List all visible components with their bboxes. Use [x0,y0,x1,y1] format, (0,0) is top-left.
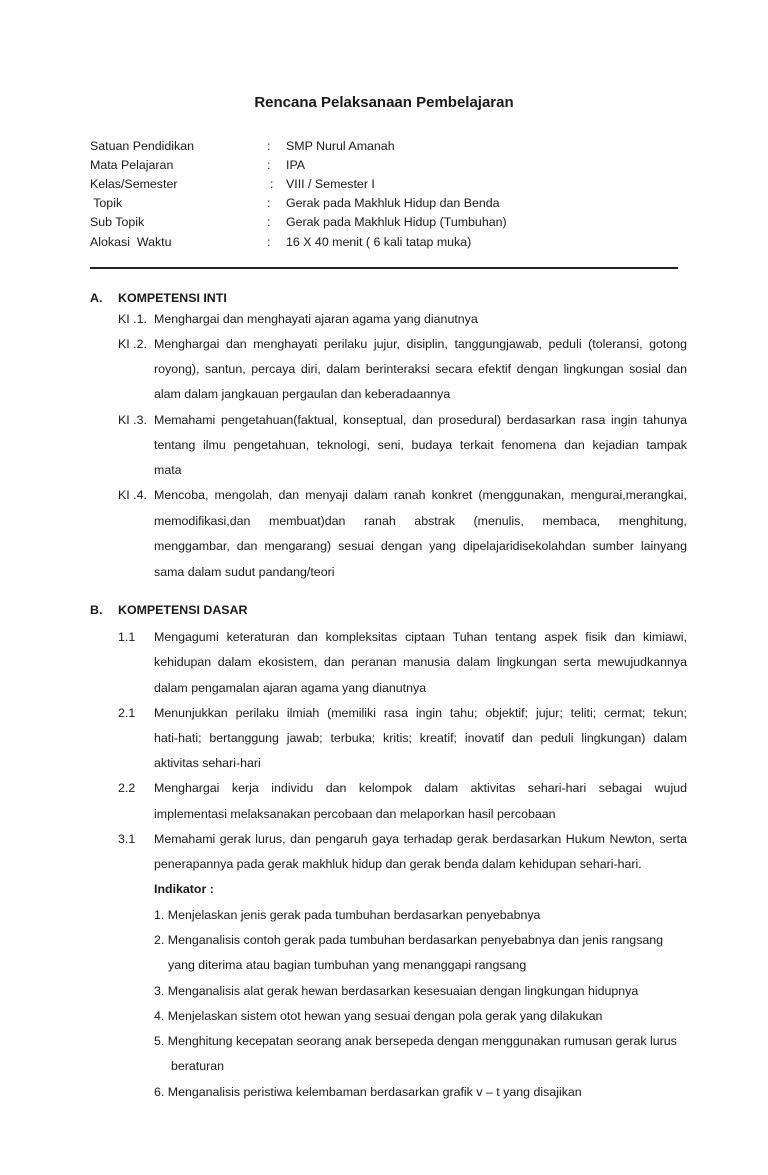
section-title: KOMPETENSI DASAR [118,603,248,617]
meta-value: SMP Nurul Amanah [286,139,395,153]
meta-value: Gerak pada Makhluk Hidup dan Benda [286,196,500,210]
indikator-item: 5. Menghitung kecepatan seorang anak bersepeda dengan menggunakan rumusan gerak lurus [154,1034,677,1048]
section-letter: B. [90,603,103,617]
ki-text-line: Mencoba, mengolah, dan menyaji dalam ranah konkret (menggunakan, mengurai,merangkai, [154,488,687,502]
kd-text-line: hati-hati; bertanggung jawab; terbuka; kritis; kreatif; inovatif dan peduli lingkungan) dalam [154,731,687,745]
meta-colon: : [267,235,271,249]
indikator-item: 1. Menjelaskan jenis gerak pada tumbuhan berdasarkan penyebabnya [154,908,541,922]
ki-number: KI .4. [118,488,147,502]
ki-number: KI .3. [118,413,147,427]
ki-number: KI .1. [118,312,147,326]
indikator-item: 6. Menganalisis peristiwa kelembaman berdasarkan grafik v – t yang disajikan [154,1085,582,1099]
kd-text-line: penerapannya pada gerak makhluk hidup dan gerak benda dalam kehidupan sehari-hari. [154,857,642,871]
kd-text-line: Menunjukkan perilaku ilmiah (memiliki rasa ingin tahu; objektif; jujur; teliti; cermat; tekun; [154,706,687,720]
meta-value: Gerak pada Makhluk Hidup (Tumbuhan) [286,215,507,229]
kd-number: 3.1 [118,832,136,846]
ki-text-line: Menghargai dan menghayati perilaku jujur, disiplin, tanggungjawab, peduli (toleransi, gotong [154,337,687,351]
ki-text-line: Memahami pengetahuan(faktual, konseptual, dan prosedural) berdasarkan rasa ingin tahunya [154,413,687,427]
ki-text-line: royong), santun, percaya diri, dalam berinteraksi secara efektif dengan lingkungan sosial dan [154,362,687,376]
ki-text-line: Menghargai dan menghayati ajaran agama yang dianutnya [154,312,478,326]
meta-label: Satuan Pendidikan [90,139,195,153]
meta-colon: : [267,215,271,229]
kd-text-line: aktivitas sehari-hari [154,756,261,770]
meta-value: VIII / Semester I [286,177,375,191]
meta-colon: : [267,139,271,153]
indikator-title: Indikator : [154,882,214,896]
indikator-item-continuation: yang diterima atau bagian tumbuhan yang menanggapi rangsang [168,958,527,972]
section-letter: A. [90,291,103,305]
kd-text-line: dalam pengamalan ajaran agama yang dianutnya [154,681,427,695]
meta-colon: : [267,158,271,172]
meta-label: Sub Topik [90,215,145,229]
kd-text-line: implementasi melaksanakan percobaan dan melaporkan hasil percobaan [154,807,556,821]
kd-number: 2.1 [118,706,136,720]
meta-value: 16 X 40 menit ( 6 kali tatap muka) [286,235,472,249]
horizontal-divider [90,267,678,269]
indikator-item: 3. Menganalisis alat gerak hewan berdasarkan kesesuaian dengan lingkungan hidupnya [154,984,639,998]
kd-number: 1.1 [118,630,136,644]
meta-colon: : [270,177,274,191]
kd-text-line: Mengagumi keteraturan dan kompleksitas ciptaan Tuhan tentang aspek fisik dan kimiawi, [154,630,687,644]
meta-label: Topik [90,196,123,210]
ki-text-line: tentang ilmu pengetahuan, teknologi, seni, budaya terkait fenomena dan kejadian tampak [154,438,687,452]
indikator-item: 4. Menjelaskan sistem otot hewan yang sesuai dengan pola gerak yang dilakukan [154,1009,603,1023]
meta-colon: : [267,196,271,210]
ki-text-line: memodifikasi,dan membuat)dan ranah abstrak (menulis, membaca, menghitung, [154,514,687,528]
kd-text-line: Menghargai kerja individu dan kelompok dalam aktivitas sehari-hari sebagai wujud [154,781,687,795]
meta-label: Kelas/Semester [90,177,178,191]
indikator-item: 2. Menganalisis contoh gerak pada tumbuhan berdasarkan penyebabnya dan jenis rangsang [154,933,664,947]
ki-text-line: sama dalam sudut pandang/teori [154,565,335,579]
meta-label: Alokasi Waktu [90,235,172,249]
section-title: KOMPETENSI INTI [118,291,227,305]
meta-value: IPA [286,158,306,172]
ki-text-line: menggambar, dan mengarang) sesuai dengan yang dipelajaridisekolahdan sumber lainyang [154,539,687,553]
meta-label: Mata Pelajaran [90,158,174,172]
document-title: Rencana Pelaksanaan Pembelajaran [254,94,514,111]
indikator-item-continuation: beraturan [171,1059,225,1073]
ki-text-line: mata [154,463,182,477]
kd-text-line: kehidupan dalam ekosistem, dan peranan manusia dalam lingkungan serta mewujudkannya [154,655,687,669]
kd-text-line: Memahami gerak lurus, dan pengaruh gaya terhadap gerak berdasarkan Hukum Newton, serta [154,832,687,846]
ki-number: KI .2. [118,337,147,351]
ki-text-line: alam dalam jangkauan pergaulan dan keberadaannya [154,387,451,401]
kd-number: 2.2 [118,781,136,795]
